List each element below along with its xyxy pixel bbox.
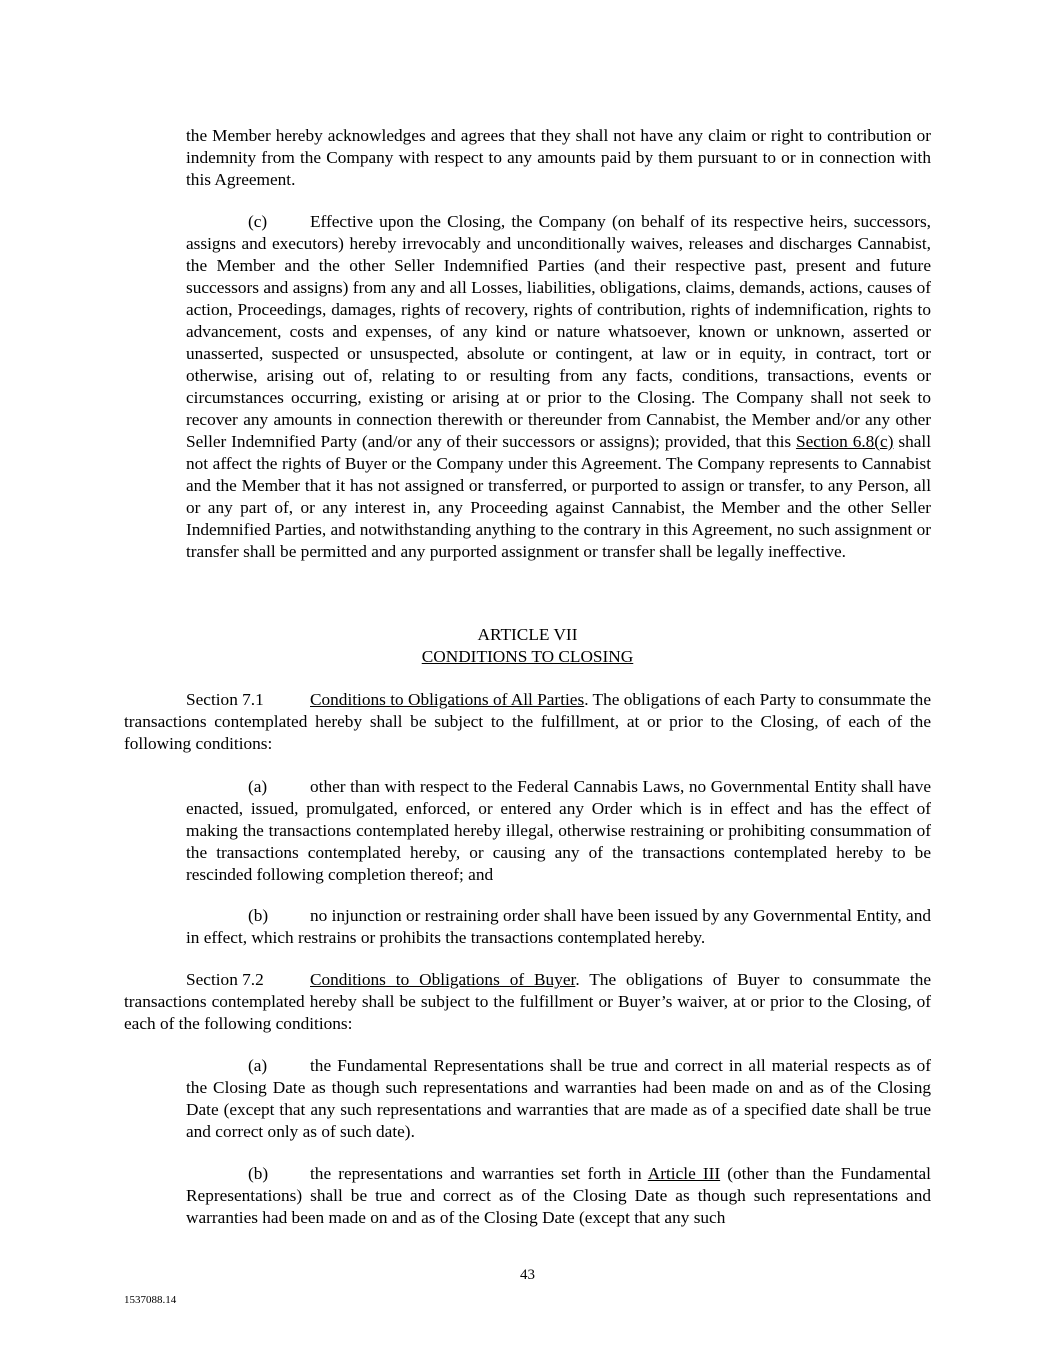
section-7-1-b	[186, 905, 931, 949]
section-reference-link[interactable]: Section 6.8(c)	[795, 432, 894, 451]
clause-text-part-1: the representations and warranties set forth in	[310, 1164, 648, 1183]
clause-text-part-1: Effective upon the Closing, the Company (on behalf of its respective heirs, successors, assigns and executors) hereby irrevocably and unconditionally waives, releases and discharges Cannabist, the Member and the other Seller Indemnified Parties (and their respective past, present and future successors and assigns) from any and all Losses, liabilities, obligations, claims, demands, actions, causes of action, Proceedings, damages, rights of recovery, rights of contribution, rights of indemnification, rights to advancement, costs and expenses, of any kind or nature whatsoever, known or unknown, asserted or unasserted, suspected or unsuspected, absolute or contingent, at law or in equity, in contract, tort or otherwise, arising out of, relating to or resulting from any facts, conditions, transactions, events or circumstances occurring, existing or arising at or prior to the Closing. The Company shall not seek to recover any amounts in connection therewith or thereunder from Cannabist, the Member and/or any other Seller Indemnified Party (and/or any of their successors or assigns); provided, that this	[186, 212, 931, 451]
section-heading: Conditions to Obligations of Buyer	[310, 970, 576, 989]
clause-label: (b)	[248, 1164, 269, 1183]
section-7-2-a	[186, 1055, 931, 1143]
clause-label: (c)	[248, 212, 268, 231]
clause-text-part-2: (other than the Fundamental Representations) shall be true and correct as of the Closing Date as though such representations and warranties had been made on and as of the Closing Date (except that any such	[186, 1164, 931, 1227]
page-number: 43	[520, 1267, 535, 1283]
clause-label: (a)	[248, 777, 268, 796]
section-heading: Conditions to Obligations of All Parties	[310, 690, 585, 709]
section-text: . The obligations of Buyer to consummate the transactions contemplated hereby shall be subject to the fulfillment or Buyer’s waiver, at or prior to the Closing, of each of the following conditions:	[124, 970, 931, 1033]
clause-text: other than with respect to the Federal Cannabis Laws, no Governmental Entity shall have enacted, issued, promulgated, enforced, or entered any Order which is in effect and has the effect of making the transactions contemplated hereby illegal, otherwise restraining or prohibiting consummation of the transactions contemplated hereby, or causing any of the transactions contemplated hereby to be rescinded following completion thereof; and	[186, 777, 931, 884]
section-text: . The obligations of each Party to consummate the transactions contemplated hereby shall be subject to the fulfillment, at or prior to the Closing, of each of the following conditions:	[124, 690, 931, 753]
paragraph-text: the Member hereby acknowledges and agrees that they shall not have any claim or right to contribution or indemnity from the Company with respect to any amounts paid by them pursuant to or in connection with this Agreement.	[186, 126, 931, 189]
clause-text-part-2: shall not affect the rights of Buyer or the Company under this Agreement. The Company represents to Cannabist and the Member that it has not assigned or transferred, or purported to assign or transfer, to any Person, all or any part of, or any interest in, any Proceeding against Cannabist, the Member and the other Seller Indemnified Parties, and notwithstanding anything to the contrary in this Agreement, no such assignment or transfer shall be permitted and any purported assignment or transfer shall be legally ineffective.	[186, 432, 931, 561]
article-title-text: CONDITIONS TO CLOSING	[421, 647, 634, 666]
article-number: ARTICLE VII	[477, 625, 578, 644]
clause-label: (a)	[248, 1056, 268, 1075]
clause-text: the Fundamental Representations shall be true and correct in all material respects as of the Closing Date as though such representations and warranties had been made on and as of the Closing Date (except that any such representations and warranties that are made as of a specified date shall be true and correct only as of such date).	[186, 1056, 931, 1141]
section-7-2-b	[186, 1163, 931, 1229]
article-title	[124, 646, 931, 668]
section-label: Section 7.1	[186, 690, 264, 709]
section-7-1-a	[186, 776, 931, 886]
clause-label: (b)	[248, 906, 269, 925]
clause-text: no injunction or restraining order shall have been issued by any Governmental Entity, and in effect, which restrains or prohibits the transactions contemplated hereby.	[186, 906, 931, 947]
section-7-2	[124, 969, 931, 1035]
paragraph-c-release	[186, 211, 931, 563]
paragraph-continuation	[186, 125, 931, 191]
article-reference-link[interactable]: Article III	[647, 1164, 721, 1183]
document-id: 1537088.14	[124, 1294, 177, 1306]
section-7-1	[124, 689, 931, 755]
section-label: Section 7.2	[186, 970, 264, 989]
